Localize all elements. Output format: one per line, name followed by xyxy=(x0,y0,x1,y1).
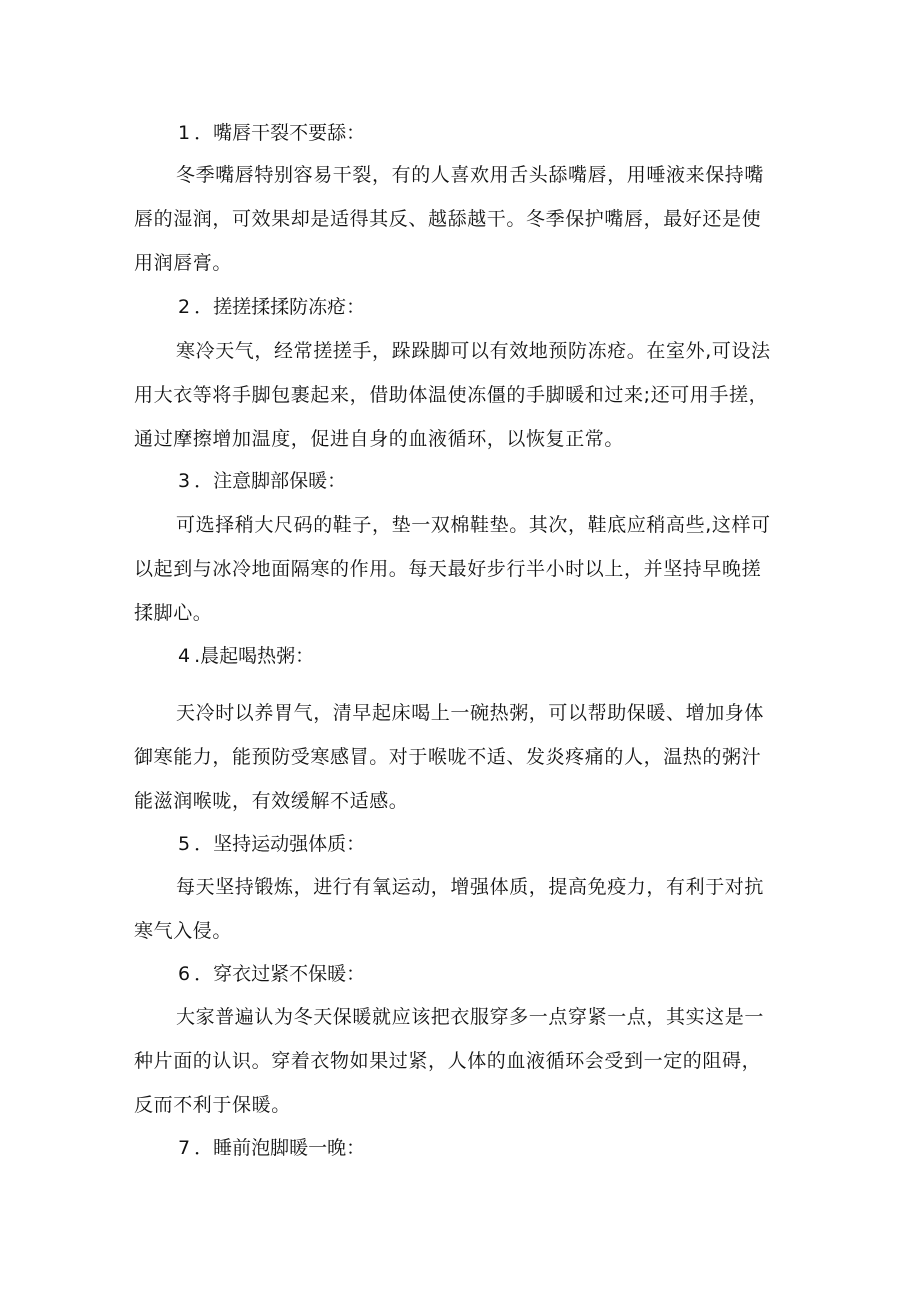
paragraph-line: 寒冷天气，经常搓搓手，跺跺脚可以有效地预防冻疮。在室外,可设法 xyxy=(176,340,771,362)
paragraph-line: 冬季嘴唇特别容易干裂，有的人喜欢用舌头舔嘴唇，用唾液来保持嘴 xyxy=(176,164,765,186)
section-title: ．穿衣过紧不保暖： xyxy=(194,963,366,985)
paragraph-line: 用润唇膏。 xyxy=(134,252,233,274)
section-title: ．嘴唇干裂不要舔： xyxy=(194,122,366,144)
section-title: ．搓搓揉揉防冻疮： xyxy=(194,296,366,318)
paragraph-line: 寒气入侵。 xyxy=(134,920,233,942)
section-title: ．注意脚部保暖： xyxy=(194,470,347,492)
section-title: .晨起喝热粥： xyxy=(194,645,315,667)
paragraph-line: 反而不利于保暖。 xyxy=(134,1094,291,1116)
section-heading-7 xyxy=(178,1133,365,1163)
paragraph-line: 唇的湿润，可效果却是适得其反、越舔越干。冬季保护嘴唇，最好还是使 xyxy=(134,208,762,230)
section-number: 3 xyxy=(178,470,191,492)
paragraph-line: 通过摩擦增加温度，促进自身的血液循环，以恢复正常。 xyxy=(134,428,625,450)
paragraph-line: 用大衣等将手脚包裹起来，借助体温使冻僵的手脚暖和过来;还可用手搓， xyxy=(134,384,769,406)
paragraph-line: 御寒能力，能预防受寒感冒。对于喉咙不适、发炎疼痛的人，温热的粥汁 xyxy=(134,746,762,768)
section-heading-5 xyxy=(178,829,365,859)
paragraph-line: 天冷时以养胃气，清早起床喝上一碗热粥，可以帮助保暖、增加身体 xyxy=(176,702,765,724)
section-number: 2 xyxy=(178,296,191,318)
section-heading-3 xyxy=(178,466,346,496)
paragraph-line: 每天坚持锻炼，进行有氧运动，增强体质，提高免疫力，有利于对抗 xyxy=(176,876,765,898)
section-number: 7 xyxy=(178,1137,191,1159)
section-number: 5 xyxy=(178,833,191,855)
section-heading-4 xyxy=(178,641,314,671)
section-number: 6 xyxy=(178,963,191,985)
section-title: ．睡前泡脚暖一晚： xyxy=(194,1137,366,1159)
section-number: 1 xyxy=(178,122,191,144)
section-heading-2 xyxy=(178,292,365,322)
paragraph-line: 能滋润喉咙，有效缓解不适感。 xyxy=(134,790,409,812)
paragraph-line: 种片面的认识。穿着衣物如果过紧，人体的血液循环会受到一定的阻碍， xyxy=(134,1050,762,1072)
paragraph-line: 可选择稍大尺码的鞋子，垫一双棉鞋垫。其次，鞋底应稍高些,这样可 xyxy=(176,514,771,536)
paragraph-line: 大家普遍认为冬天保暖就应该把衣服穿多一点穿紧一点，其实这是一 xyxy=(176,1006,765,1028)
paragraph-line: 以起到与冰冷地面隔寒的作用。每天最好步行半小时以上，并坚持早晚搓 xyxy=(134,558,762,580)
paragraph-line: 揉脚心。 xyxy=(134,602,213,624)
section-heading-1 xyxy=(178,118,365,148)
section-heading-6 xyxy=(178,959,365,989)
section-title: ．坚持运动强体质： xyxy=(194,833,366,855)
section-number: 4 xyxy=(178,645,191,667)
